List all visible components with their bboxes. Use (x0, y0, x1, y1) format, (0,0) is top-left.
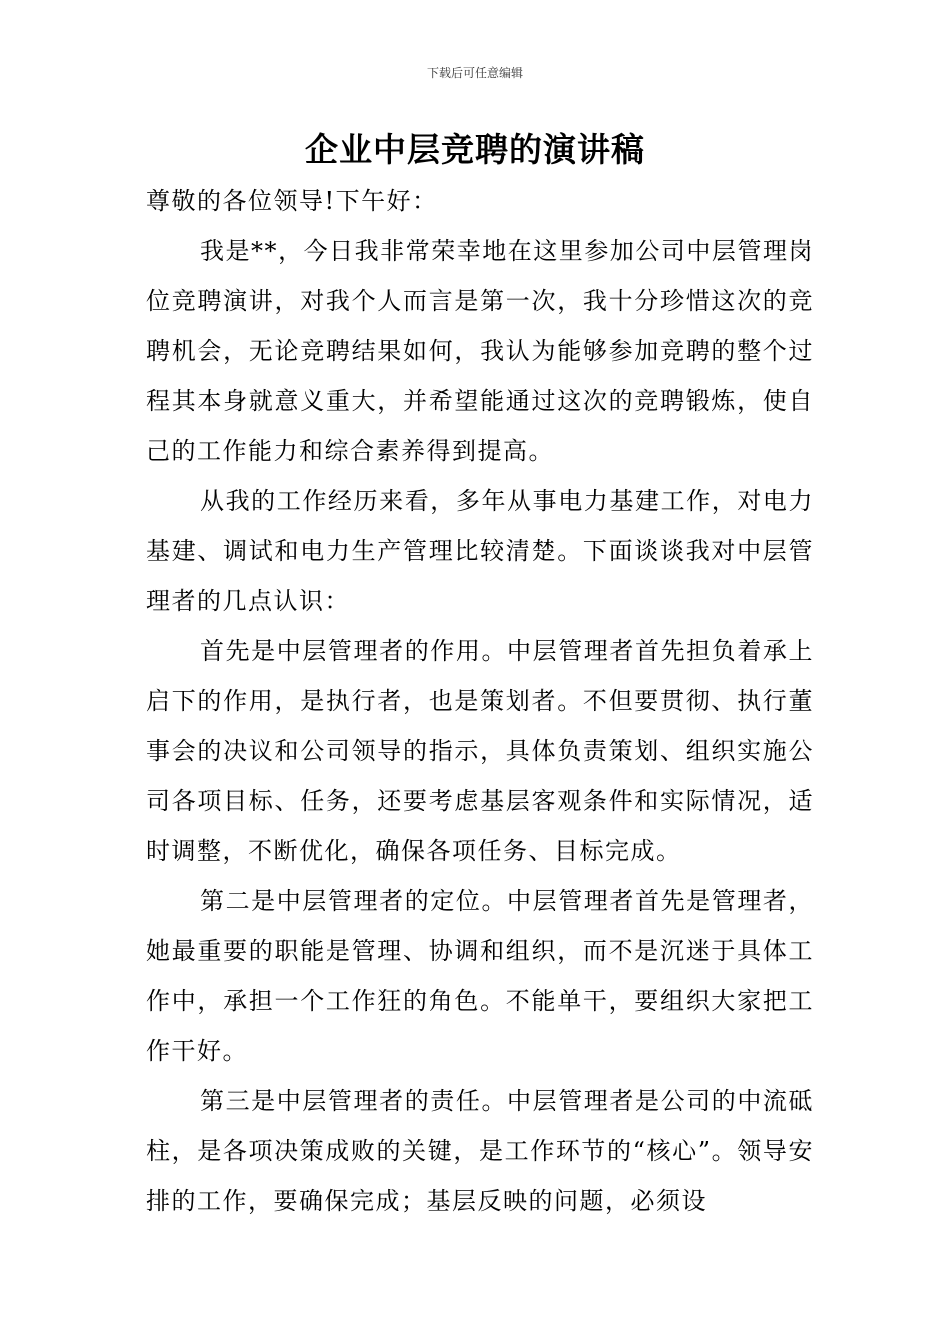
paragraph-2: 从我的工作经历来看，多年从事电力基建工作，对电力基建、调试和电力生产管理比较清楚。下面谈谈我对中层管理者的几点认识： (146, 487, 814, 615)
paragraph-1: 我是**，今日我非常荣幸地在这里参加公司中层管理岗位竞聘演讲，对我个人而言是第一次，我十分珍惜这次的竞聘机会，无论竞聘结果如何，我认为能够参加竞聘的整个过程其本身就意义重大，并希望能通过这次的竞聘锻炼，使自己的工作能力和综合素养得到提高。 (146, 237, 814, 465)
paragraph-3: 首先是中层管理者的作用。中层管理者首先担负着承上启下的作用，是执行者，也是策划者。不但要贯彻、执行董事会的决议和公司领导的指示，具体负责策划、组织实施公司各项目标、任务，还要考虑基层客观条件和实际情况，适时调整，不断优化，确保各项任务、目标完成。 (146, 637, 814, 865)
header-note: 下载后可任意编辑 (426, 66, 523, 80)
document-title: 企业中层竞聘的演讲稿 (305, 130, 645, 169)
salutation: 尊敬的各位领导!下午好： (146, 187, 438, 215)
paragraph-4: 第二是中层管理者的定位。中层管理者首先是管理者，她最重要的职能是管理、协调和组织，而不是沉迷于具体工作中，承担一个工作狂的角色。不能单干，要组织大家把工作干好。 (146, 887, 814, 1065)
paragraph-5: 第三是中层管理者的责任。中层管理者是公司的中流砥柱，是各项决策成败的关键，是工作环节的“核心”。领导安排的工作，要确保完成；基层反映的问题，必须设 (146, 1087, 814, 1215)
document-body (146, 176, 814, 1226)
